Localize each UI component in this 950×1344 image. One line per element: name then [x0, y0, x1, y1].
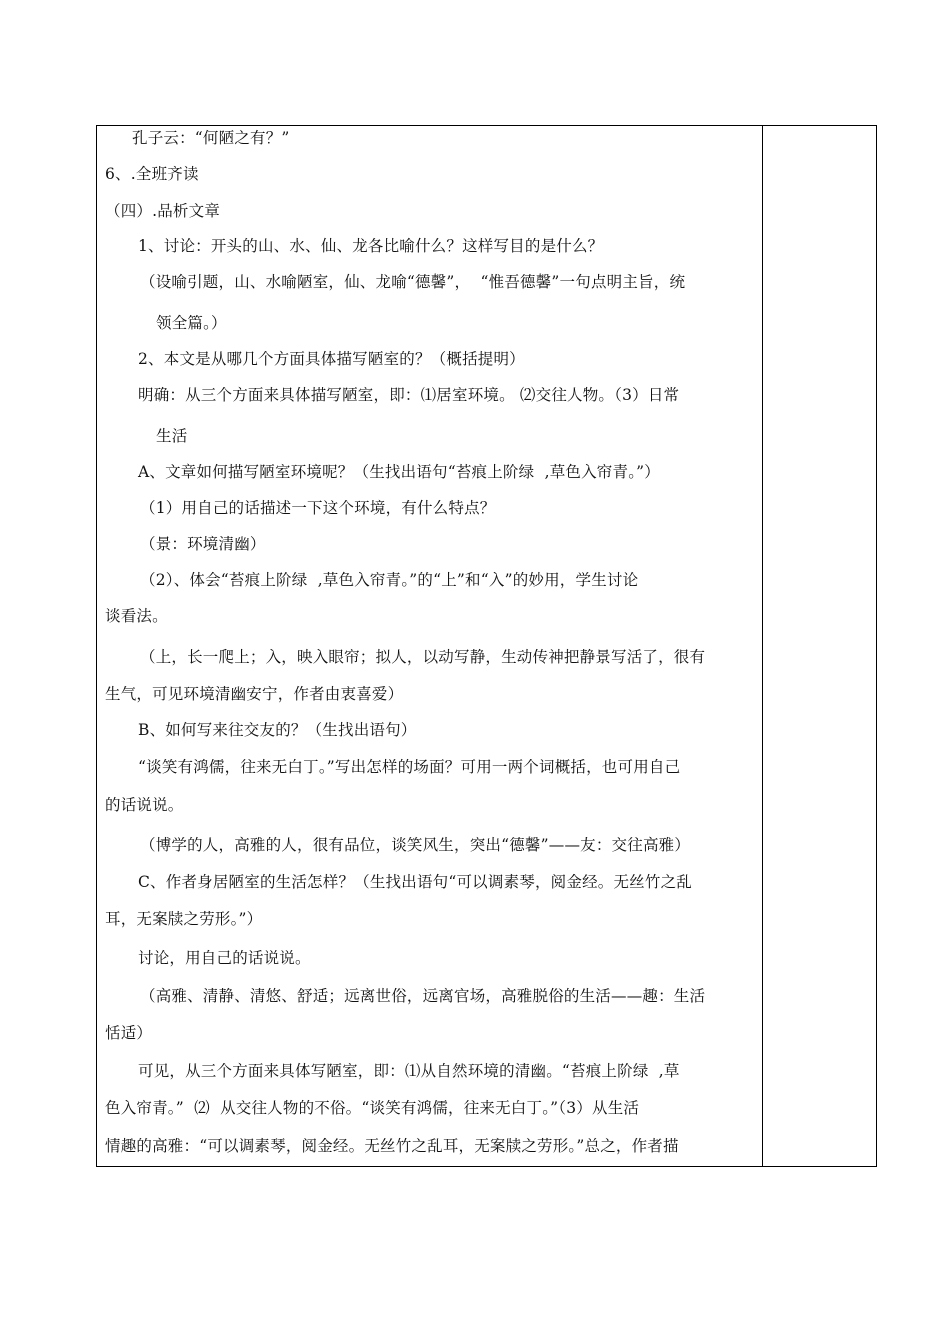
text-line: 恬适）	[105, 1024, 153, 1042]
text-line: C、作者身居陋室的生活怎样？（生找出语句“可以调素琴，阅金经。无丝竹之乱	[138, 873, 692, 891]
text-line: 讨论，用自己的话说说。	[138, 949, 311, 967]
text-line: 2、本文是从哪几个方面具体描写陋室的？（概括提明）	[138, 350, 525, 368]
text-line: （设喻引题，山、水喻陋室，仙、龙喻“德馨”， “惟吾德馨”一句点明主旨，统	[140, 273, 686, 291]
text-line: 生活	[156, 427, 188, 445]
text-line: 明确：从三个方面来具体描写陋室，即：⑴居室环境。 ⑵交往人物。（3）日常	[138, 386, 680, 404]
text-line: （高雅、清静、清悠、舒适；远离世俗，远离官场，高雅脱俗的生活——趣：生活	[140, 987, 706, 1005]
text-line: “谈笑有鸿儒，往来无白丁。”写出怎样的场面？可用一两个词概括，也可用自己	[138, 758, 681, 776]
text-line: 可见，从三个方面来具体写陋室，即：⑴从自然环境的清幽。“苔痕上阶绿 ,草	[138, 1062, 680, 1080]
text-line: 情趣的高雅：“可以调素琴，阅金经。无丝竹之乱耳，无案牍之劳形。”总之，作者描	[105, 1137, 679, 1155]
text-line: 的话说说。	[105, 796, 184, 814]
text-line: A、文章如何描写陋室环境呢？（生找出语句“苔痕上阶绿 ,草色入帘青。”）	[138, 463, 660, 481]
text-line: （1）用自己的话描述一下这个环境，有什么特点？	[140, 499, 496, 517]
text-line: 孔子云：“何陋之有？”	[132, 129, 290, 147]
column-divider	[762, 125, 763, 1167]
text-line: 谈看法。	[105, 607, 168, 625]
text-line: （2）、体会“苔痕上阶绿 ,草色入帘青。”的“上”和“入”的妙用，学生讨论	[140, 571, 639, 589]
text-line: （景：环境清幽）	[140, 535, 266, 553]
text-line: B、如何写来往交友的？（生找出语句）	[138, 721, 417, 739]
text-line: 领全篇。）	[156, 314, 227, 332]
text-line: 生气，可见环境清幽安宁，作者由衷喜爱）	[105, 685, 404, 703]
text-line: 色入帘青。” ⑵ 从交往人物的不俗。“谈笑有鸿儒，往来无白丁。”（3）从生活	[105, 1099, 640, 1117]
text-line: （四）.品析文章	[105, 202, 221, 220]
text-line: 耳，无案牍之劳形。”）	[105, 910, 263, 928]
text-line: 1、讨论：开头的山、水、仙、龙各比喻什么？这样写目的是什么？	[138, 237, 604, 255]
text-line: （博学的人，高雅的人，很有品位，谈笑风生，突出“德馨”——友：交往高雅）	[140, 836, 691, 854]
text-line: （上，长一爬上；入，映入眼帘；拟人，以动写静，生动传神把静景写活了，很有	[140, 648, 706, 666]
text-line: 6、.全班齐读	[105, 165, 199, 183]
